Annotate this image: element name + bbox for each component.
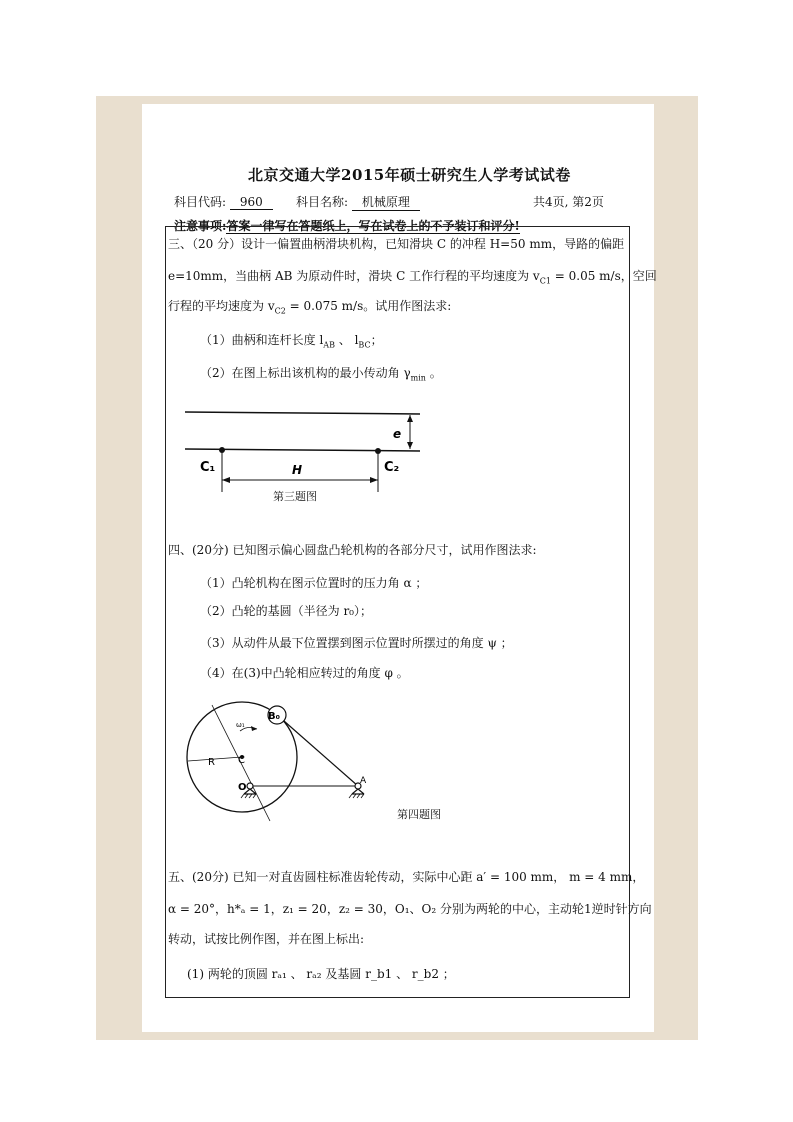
notice-label: 注意事项:	[174, 219, 227, 233]
upper-guide-line	[185, 412, 420, 414]
q3-line3-text: 行程的平均速度为 v	[168, 299, 275, 313]
q5-line1: 五、(20分) 已知一对直齿圆柱标准齿轮传动，实际中心距 a′ = 100 mm， m = 4 mm，	[168, 870, 645, 884]
q3-line1: 三、（20 分）设计一偏置曲柄滑块机构，已知滑块 C 的冲程 H=50 mm，导路的偏距	[168, 237, 625, 251]
pivot-o	[247, 783, 253, 789]
stroke-arrow-left	[222, 477, 230, 483]
q3-line2	[168, 269, 657, 288]
q4-item1: （1）凸轮机构在图示位置时的压力角 α ；	[200, 576, 428, 590]
subject-name-label: 科目名称:	[296, 195, 349, 209]
ground-a	[352, 789, 364, 794]
q5-item1: (1) 两轮的顶圆 rₐ₁ 、 rₐ₂ 及基圆 r_b1 、 r_b2 ；	[187, 967, 455, 981]
stroke-arrow-right	[370, 477, 378, 483]
label-r: R	[208, 757, 215, 768]
q3-item1-tail: ；	[370, 333, 383, 347]
q3-item2-tail: 。	[425, 366, 442, 380]
q3-item1-mid: 、 l	[334, 333, 359, 347]
q3-line3	[168, 299, 451, 318]
label-b0: B₀	[268, 711, 281, 722]
figure-4-caption: 第四题图	[397, 808, 441, 821]
figure-3-caption: 第三题图	[273, 490, 317, 503]
q5-line3: 转动，试按比例作图，并在图上标出:	[168, 932, 365, 946]
q3-line3-sub: C2	[274, 306, 286, 316]
label-c: C	[238, 755, 245, 766]
subject-code-value: 960	[230, 195, 273, 210]
label-e: e	[393, 427, 402, 441]
label-omega: ω₁	[236, 721, 245, 729]
q3-item2-text: （2）在图上标出该机构的最小传动角 γ	[200, 366, 411, 380]
q4-item2: （2）凸轮的基圆（半径为 r₀）；	[200, 604, 372, 618]
radius-line	[188, 757, 242, 761]
q3-line2-tail: = 0.05 m/s，空回	[550, 269, 657, 283]
q5-line2: α = 20°，h*ₐ = 1，z₁ = 20，z₂ = 30，O₁、O₂ 分别为两轮的中心，主动轮1逆时针方向	[168, 902, 652, 916]
label-h: H	[292, 463, 303, 477]
page-count: 共4页, 第2页	[533, 195, 604, 209]
label-a: A	[360, 776, 367, 786]
subject-code-label: 科目代码:	[174, 195, 227, 209]
notice-text: 答案一律写在答题纸上，写在试卷上的不予装订和评分!	[226, 219, 520, 233]
q3-item1-sub2: BC	[358, 340, 371, 350]
offset-arrow-top	[407, 415, 413, 422]
q4-item3: （3）从动件从最下位置摆到图示位置时所摆过的角度 ψ ；	[200, 636, 513, 650]
subject-code	[174, 193, 273, 210]
subject-name	[296, 193, 420, 211]
label-c2: C₂	[384, 460, 400, 475]
q3-line2-text: e=10mm，当曲柄 AB 为原动件时，滑块 C 工作行程的平均速度为 v	[168, 269, 540, 283]
label-o: O	[238, 782, 247, 793]
follower-arm	[284, 721, 358, 786]
label-c1: C₁	[200, 460, 216, 475]
q3-item2-sub: min	[410, 373, 426, 383]
q3-item1	[200, 331, 383, 349]
offset-arrow-bottom	[407, 442, 413, 449]
q4-line1: 四、(20分) 已知图示偏心圆盘凸轮机构的各部分尺寸，试用作图法求:	[168, 543, 537, 557]
subject-name-value: 机械原理	[352, 193, 420, 211]
q3-item2	[200, 364, 442, 382]
exam-title: 北京交通大学2015年硕士研究生人学考试试卷	[248, 166, 571, 184]
q3-item1-text: （1）曲柄和连杆长度 l	[200, 333, 324, 347]
q3-item1-sub1: AB	[323, 340, 335, 350]
q3-line2-sub: C1	[539, 276, 551, 286]
q4-item4: （4）在(3)中凸轮相应转过的角度 φ 。	[200, 666, 409, 680]
q3-line3-tail: = 0.075 m/s。试用作图法求:	[285, 299, 452, 313]
